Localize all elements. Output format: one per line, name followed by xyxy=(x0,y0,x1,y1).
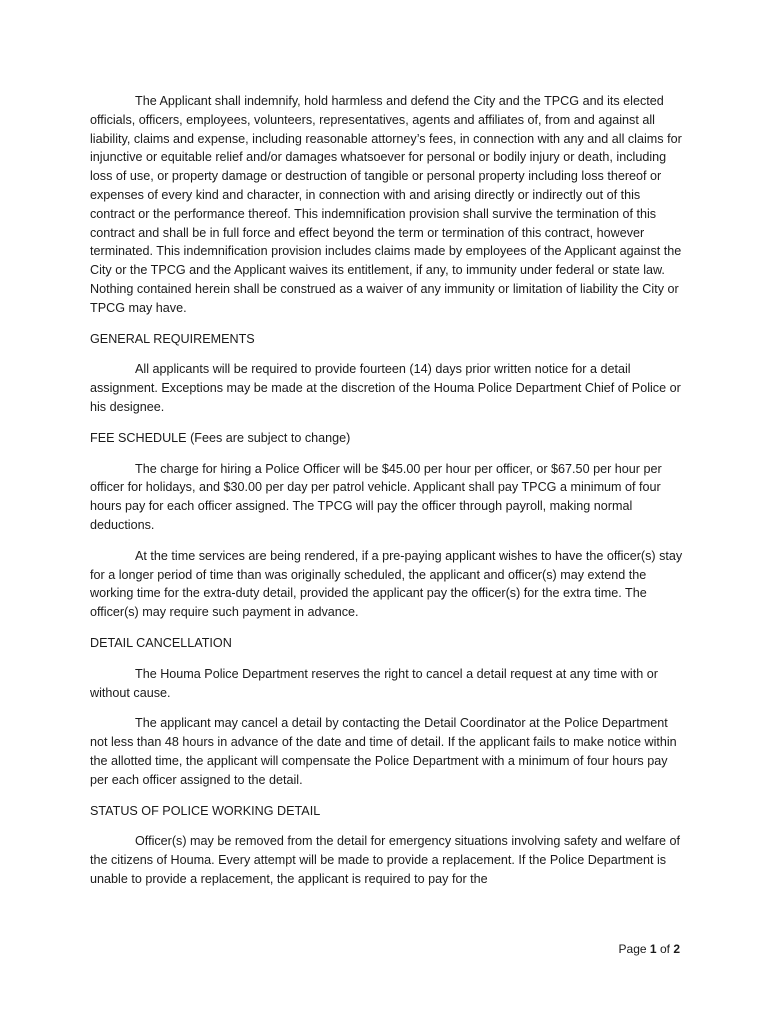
fee-schedule-paragraph-1: The charge for hiring a Police Officer will be $45.00 per hour per officer, or $67.50 per hour per officer for holidays, and $30.00 per day per patrol vehicle. Applicant shall pay TPCG a minimum of four hours pay for each officer assigned. The TPCG will pay the officer through payroll, making normal deductions. xyxy=(90,461,662,532)
page-label: Page xyxy=(618,942,647,956)
status-of-detail-heading: STATUS OF POLICE WORKING DETAIL xyxy=(90,803,321,818)
page-number-footer xyxy=(619,942,680,956)
detail-cancellation-paragraph-2: The applicant may cancel a detail by contacting the Detail Coordinator at the Police Department not less than 48 hours in advance of the date and time of detail. If the applicant fails to make notice within the allotted time, the applicant will compensate the Police Department with a minimum of four hours pay per each officer assigned to the detail. xyxy=(90,716,677,787)
document-body xyxy=(90,92,686,901)
total-pages-number: 2 xyxy=(673,942,680,956)
general-requirements-heading: GENERAL REQUIREMENTS xyxy=(90,331,255,346)
detail-cancellation-paragraph-1: The Houma Police Department reserves the right to cancel a detail request at any time with or without cause. xyxy=(90,666,658,700)
indemnification-paragraph: The Applicant shall indemnify, hold harmless and defend the City and the TPCG and its elected officials, officers, employees, volunteers, representatives, agents and affiliates of, from and against all liability, claims and expense, including reasonable attorney’s fees, in connection with any and all claims for injunctive or equitable relief and/or damages whatsoever for personal or bodily injury or death, including loss of use, or property damage or destruction of tangible or personal property including loss thereof or expenses of every kind and character, in connection with and arising directly or indirectly out of this contract or the performance thereof. This indemnification provision shall survive the termination of this contract and shall be in full force and effect beyond the term or termination of this contract, however terminated. This indemnification provision includes claims made by employees of the Applicant against the City or the TPCG and the Applicant waives its entitlement, if any, to immunity under federal or state law. Nothing contained herein shall be construed as a waiver of any immunity or limitation of liability the City or TPCG may have. xyxy=(90,94,682,315)
status-of-detail-paragraph: Officer(s) may be removed from the detail for emergency situations involving safety and welfare of the citizens of Houma. Every attempt will be made to provide a replacement. If the Police Department is unable to provide a replacement, the applicant is required to pay for the xyxy=(90,834,681,886)
of-label: of xyxy=(659,942,670,956)
current-page-number: 1 xyxy=(649,942,657,956)
detail-cancellation-heading: DETAIL CANCELLATION xyxy=(90,635,232,650)
general-requirements-paragraph: All applicants will be required to provide fourteen (14) days prior written notice for a detail assignment. Exceptions may be made at the discretion of the Houma Police Department Chief of Police or his designee. xyxy=(90,362,681,414)
fee-schedule-paragraph-2: At the time services are being rendered, if a pre-paying applicant wishes to have the officer(s) stay for a longer period of time than was originally scheduled, the applicant and officer(s) may extend the working time for the extra-duty detail, provided the applicant pay the officer(s) for the extra time. The officer(s) may require such payment in advance. xyxy=(90,548,683,620)
fee-schedule-heading: FEE SCHEDULE (Fees are subject to change) xyxy=(90,430,351,445)
